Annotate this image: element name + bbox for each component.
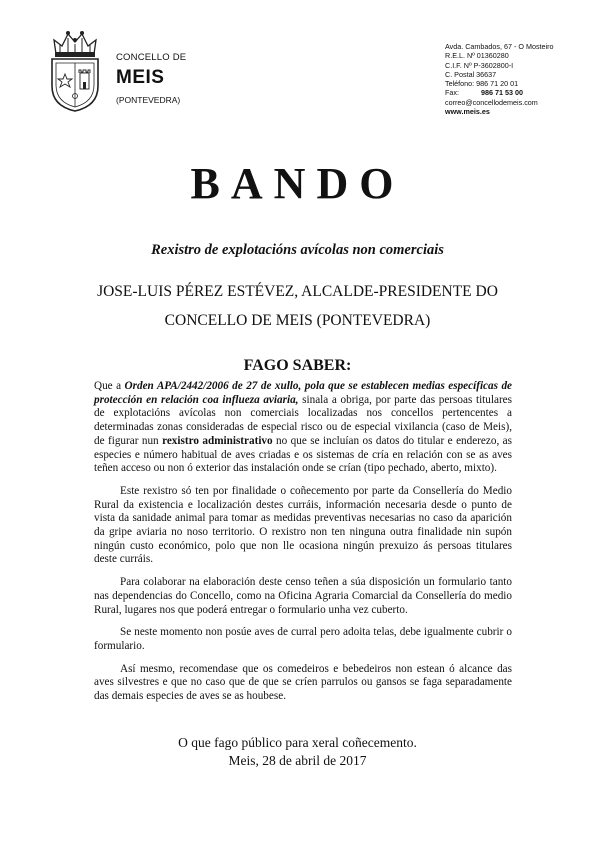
document-title: BANDO	[190, 159, 405, 208]
contact-fax	[445, 88, 554, 97]
contact-web[interactable]: www.meis.es	[445, 107, 490, 117]
council-block	[116, 52, 186, 105]
paragraph-4: Se neste momento non posúe aves de curral pero adoita telas, debe igualmente cubrir o formulario.	[94, 626, 512, 652]
contact-address: Avda. Cambados, 67 - O Mosteiro	[445, 42, 554, 51]
mayor-line-1: JOSE-LUIS PÉREZ ESTÉVEZ, ALCALDE-PRESIDENTE DO	[97, 283, 498, 300]
fago-saber-heading: FAGO SABER:	[243, 357, 352, 374]
council-label: CONCELLO DE	[116, 52, 187, 63]
document-body	[94, 380, 512, 713]
paragraph-1-tail: no que se incluían os datos do titular e enderezo, as especies e número habitual de aves criadas e os sistemas de cría en relación con se as aves teñen acceso ou non ó exterior das instalación onde se crían (tipo pechado, aberto, mixto).	[94, 434, 512, 475]
paragraph-1	[94, 380, 512, 476]
paragraph-1-registry: rexistro administrativo	[162, 434, 273, 447]
contact-cif: C.I.F. Nº P-3602800-I	[445, 60, 514, 70]
paragraph-1-lead: Que a	[94, 380, 125, 392]
paragraph-2: Este rexistro só ten por finalidade o coñecemento por parte da Consellería do Medio Rural da existencia e localización destes curráis, información necesaria desde o punto de vista da sanidade animal para tomar as medidas preventivas necesarias no caso da aparición da gripe aviaria no noso territorio. O rexistro non ten ninguna outra finalidade nin supón ningún custo económico, polo que non lle ocasiona ningún prexuizo ás persoas titulares deste curráis.	[94, 484, 512, 566]
paragraph-5: Así mesmo, recomendase que os comedeiros e bebedeiros non estean ó alcance das aves silvestres e que no caso que de que se críen parrulos ou gansos se faga separadamente das demais especies de aves se as houbese.	[94, 662, 512, 703]
contact-phone: Teléfono: 986 71 20 01	[445, 79, 519, 89]
council-name: MEIS	[116, 67, 165, 88]
closing-line-1: O que fago público para xeral coñecemento.	[178, 735, 417, 750]
contact-fax-number: 986 71 53 00	[480, 88, 523, 98]
contact-block	[445, 42, 554, 116]
contact-email[interactable]: correo@concellodemeis.com	[445, 97, 538, 107]
closing-date: Meis, 28 de abril de 2017	[228, 753, 367, 768]
paragraph-3: Para colaborar na elaboración deste censo teñen a súa disposición un formulario tanto nas dependencias do Concello, como na Oficina Agraria Comarcial da Consellería do medio Rural, lugares nos que poderá entregar o formulario unha vez cuberto.	[94, 576, 512, 616]
mayor-line-2: CONCELLO DE MEIS (PONTEVEDRA)	[164, 312, 431, 329]
paragraph-1-mid: sinala a obriga, por parte das persoas titulares de explotacións avícolas non comerciais localizadas nos concellos pertencentes a determinadas zonas consideradas de especial risco ou de especial vixilancia (caso de Meis), de figurar nun	[94, 393, 512, 447]
contact-fax-label: Fax:	[445, 88, 459, 98]
coat-of-arms-icon	[48, 28, 102, 112]
contact-postal: C. Postal 36637	[445, 69, 497, 79]
council-province: (PONTEVEDRA)	[116, 95, 181, 105]
contact-rel: R.E.L. Nº 01360280	[445, 51, 509, 61]
document-subtitle: Rexistro de explotacións avícolas non comerciais	[151, 242, 444, 258]
paragraph-1-order: Orden APA/2442/2006 de 27 de xullo, pola que se establecen medias específicas de protección en relación coa influeza aviaria,	[94, 380, 512, 406]
